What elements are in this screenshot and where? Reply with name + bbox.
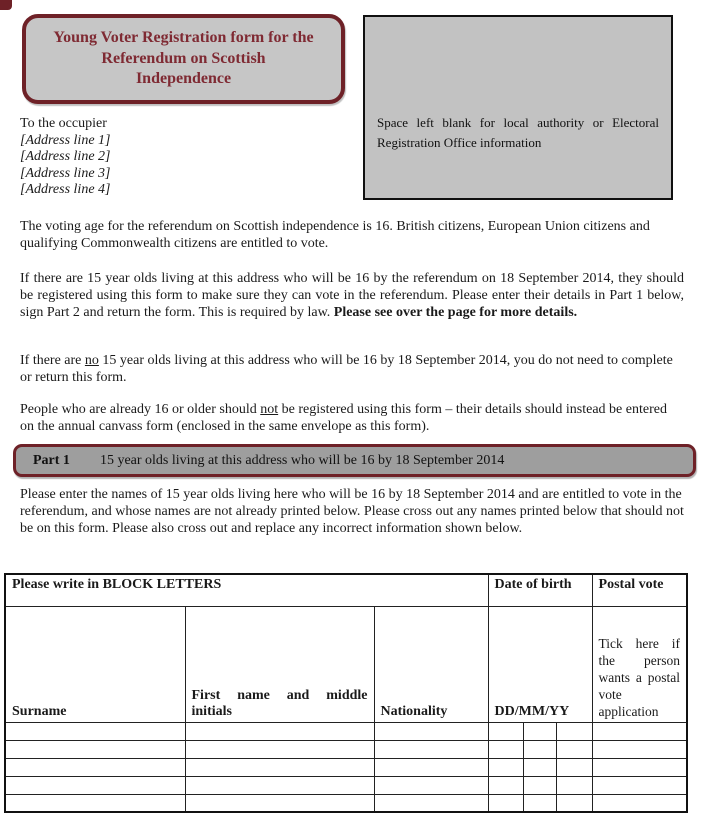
part1-section-banner [13,444,696,477]
dob-mm-field[interactable] [523,794,556,812]
postal-vote-tick-field[interactable] [592,794,687,812]
postal-vote-tick-field[interactable] [592,722,687,740]
form-title: Young Voter Registration form for the Referendum on Scottish Independence [53,29,314,88]
first-name-field[interactable] [185,794,374,812]
table-empty-row [5,722,687,740]
dob-yy-field[interactable] [556,794,592,812]
dob-mm-field[interactable] [523,722,556,740]
table-empty-row [5,794,687,812]
postal-vote-tick-field[interactable] [592,740,687,758]
p4-underlined-word: not [260,402,279,417]
address-line-2: [Address line 2] [20,149,111,164]
table-empty-row [5,776,687,794]
first-name-field[interactable] [185,758,374,776]
nationality-field[interactable] [374,794,488,812]
part1-label: Part 1 [33,452,70,468]
paragraph-voting-age: The voting age for the referendum on Scottish independence is 16. British citizens, European Union citizens and qualifying Commonwealth citizens are entitled to vote. [20,219,650,251]
table-header-row-2 [5,606,687,722]
authority-info-box [363,15,673,200]
dob-dd-field[interactable] [488,758,523,776]
paragraph-already-16 [20,401,684,435]
paragraph-register-normal: If there are 15 year olds living at this address who will be 16 by the referendum on 18 September 2014, they should be registered using this form to make sure they can vote in the referendum. Please enter their details in Part 1 below, sign Part 2 and return the form. This is required by law. [20,271,684,320]
p3-pre: If there are [20,353,85,368]
registration-table-body [5,574,687,812]
authority-info-text: Space left blank for local authority or Electoral Registration Office information [377,115,659,150]
dob-yy-field[interactable] [556,722,592,740]
paragraph-register-instructions [20,270,684,321]
first-name-field[interactable] [185,722,374,740]
header-block-letters: Please write in BLOCK LETTERS [5,574,488,606]
dob-mm-field[interactable] [523,740,556,758]
dob-yy-field[interactable] [556,740,592,758]
dob-yy-field[interactable] [556,776,592,794]
paragraph-enter-names: Please enter the names of 15 year olds living here who will be 16 by 18 September 2014 and are entitled to vote in the referendum, and whose names are not already printed below. Please cross out any names printed below that should not be on this form. Please also cross out and replace any incorrect information shown below. [20,487,684,536]
header-date-of-birth: Date of birth [488,574,592,606]
surname-field[interactable] [5,758,185,776]
corner-crop-mark [0,0,12,10]
p3-post: 15 year olds living at this address who will be 16 by 18 September 2014, you do not need to complete or return this form. [20,353,673,385]
table-empty-row [5,740,687,758]
dob-dd-field[interactable] [488,776,523,794]
address-line-1: [Address line 1] [20,132,111,148]
header-nationality: Nationality [374,606,488,722]
header-first-name: First name and middle initials [185,606,374,722]
first-name-field[interactable] [185,740,374,758]
dob-dd-field[interactable] [488,740,523,758]
dob-dd-field[interactable] [488,722,523,740]
paragraph-register-bold: Please see over the page for more details. [333,305,578,320]
address-line-3: [Address line 3] [20,165,111,181]
surname-field[interactable] [5,722,185,740]
dob-yy-field[interactable] [556,758,592,776]
dob-mm-field[interactable] [523,776,556,794]
nationality-field[interactable] [374,758,488,776]
surname-field[interactable] [5,740,185,758]
nationality-field[interactable] [374,776,488,794]
p4-pre: People who are already 16 or older should [20,402,261,417]
header-postal-vote: Postal vote [592,574,687,606]
dob-dd-field[interactable] [488,794,523,812]
first-name-field[interactable] [185,776,374,794]
table-empty-row [5,758,687,776]
paragraph-no-15-year-olds [20,352,684,386]
p3-underlined-word: no [84,353,99,368]
occupier-heading: To the occupier [20,116,107,131]
part1-description: 15 year olds living at this address who will be 16 by 18 September 2014 [99,452,505,468]
surname-field[interactable] [5,776,185,794]
dob-mm-field[interactable] [523,758,556,776]
header-dob-format: DD/MM/YY [488,606,592,722]
nationality-field[interactable] [374,740,488,758]
table-header-row-1 [5,574,687,606]
postal-vote-tick-field[interactable] [592,758,687,776]
nationality-field[interactable] [374,722,488,740]
postal-vote-tick-field[interactable] [592,776,687,794]
surname-field[interactable] [5,794,185,812]
header-postal-note: Tick here if the person wants a postal vote application [592,606,687,722]
form-title-box [22,14,345,104]
address-block [20,116,110,199]
header-surname: Surname [5,606,185,722]
p4-post: be registered using this form – their details should instead be entered on the annual canvass form (enclosed in the same envelope as this form). [20,402,667,434]
registration-table [4,573,688,813]
address-line-4: [Address line 4] [20,182,111,197]
